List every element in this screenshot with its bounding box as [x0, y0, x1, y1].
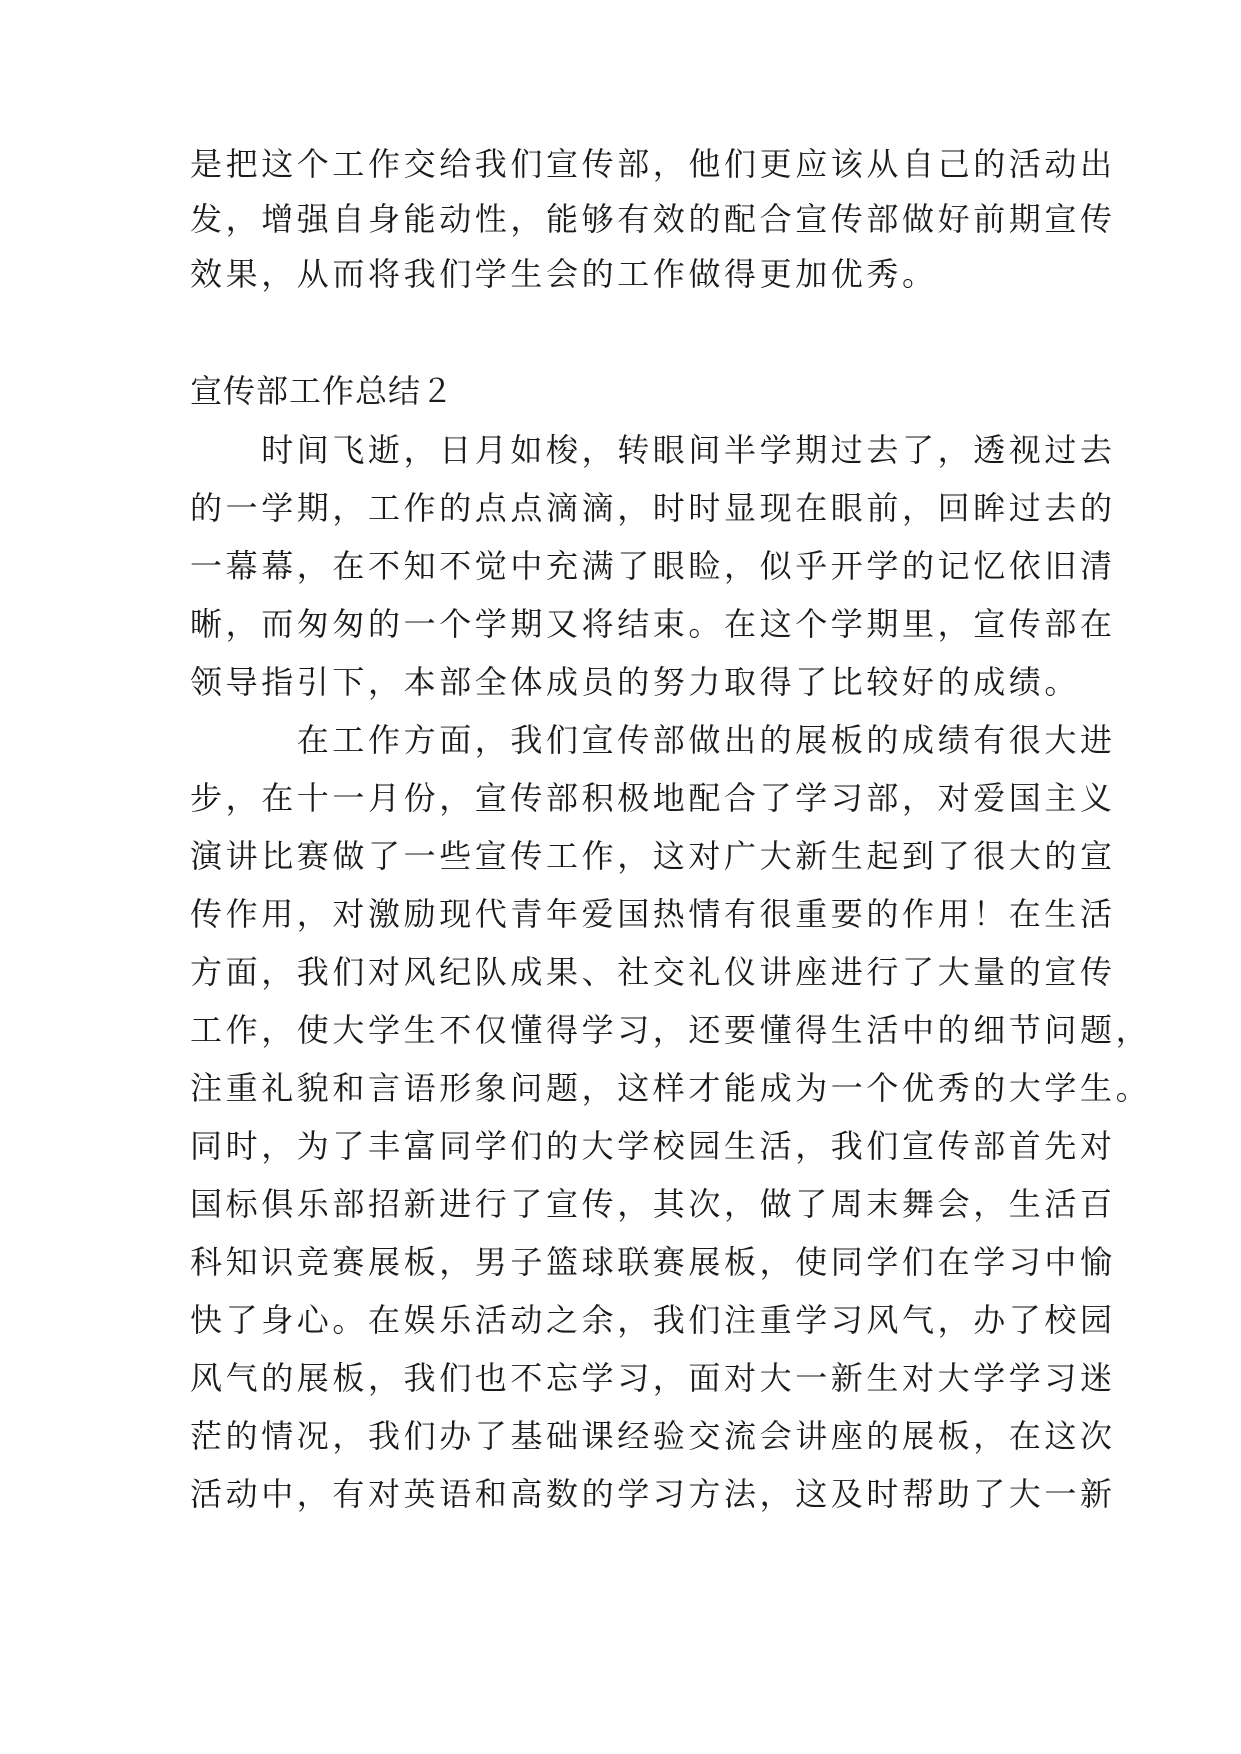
text-line: 发，增强自身能动性，能够有效的配合宣传部做好前期宣传 [190, 200, 1116, 238]
text-line: 快了身心。在娱乐活动之余，我们注重学习风气，办了校园 [190, 1301, 1116, 1339]
text-line: 晰，而匆匆的一个学期又将结束。在这个学期里，宣传部在 [190, 605, 1116, 643]
text-line: 效果，从而将我们学生会的工作做得更加优秀。 [190, 255, 938, 293]
text-line: 步，在十一月份，宣传部积极地配合了学习部，对爱国主义 [190, 779, 1116, 817]
text-line: 风气的展板，我们也不忘学习，面对大一新生对大学学习迷 [190, 1359, 1116, 1397]
section-title: 宣传部工作总结２ [190, 372, 455, 410]
text-line: 工作，使大学生不仅懂得学习，还要懂得生活中的细节问题， [190, 1011, 1152, 1049]
text-line: 同时，为了丰富同学们的大学校园生活，我们宣传部首先对 [190, 1127, 1116, 1165]
text-line: 注重礼貌和言语形象问题，这样才能成为一个优秀的大学生。 [190, 1069, 1152, 1107]
text-line: 的一学期，工作的点点滴滴，时时显现在眼前，回眸过去的 [190, 489, 1116, 527]
text-line: 活动中，有对英语和高数的学习方法，这及时帮助了大一新 [190, 1475, 1116, 1513]
text-line: 科知识竞赛展板，男子篮球联赛展板，使同学们在学习中愉 [190, 1243, 1116, 1281]
text-line: 演讲比赛做了一些宣传工作，这对广大新生起到了很大的宣 [190, 837, 1116, 875]
text-line: 时间飞逝，日月如梭，转眼间半学期过去了，透视过去 [190, 431, 1116, 469]
text-line: 一幕幕，在不知不觉中充满了眼睑，似乎开学的记忆依旧清 [190, 547, 1116, 585]
text-line: 方面，我们对风纪队成果、社交礼仪讲座进行了大量的宣传 [190, 953, 1116, 991]
text-line: 传作用，对激励现代青年爱国热情有很重要的作用！在生活 [190, 895, 1116, 933]
text-line: 茫的情况，我们办了基础课经验交流会讲座的展板，在这次 [190, 1417, 1116, 1455]
text-line: 在工作方面，我们宣传部做出的展板的成绩有很大进 [190, 721, 1116, 759]
text-line: 是把这个工作交给我们宣传部，他们更应该从自己的活动出 [190, 145, 1116, 183]
text-line: 国标俱乐部招新进行了宣传，其次，做了周末舞会，生活百 [190, 1185, 1116, 1223]
text-line: 领导指引下，本部全体成员的努力取得了比较好的成绩。 [190, 663, 1081, 701]
